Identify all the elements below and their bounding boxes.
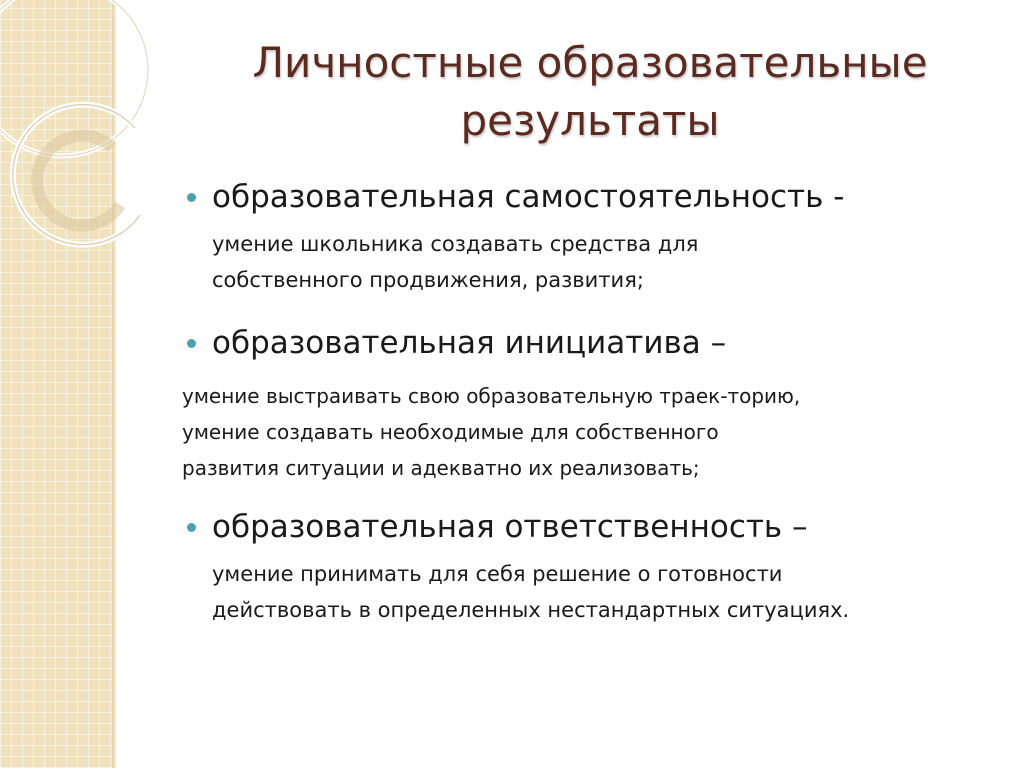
description-line: развития ситуации и адекватно их реализовать; [182,456,700,480]
bullet-dot-icon [187,339,196,348]
description-line: умение создавать необходимые для собственного [182,420,719,444]
bullet-dot-icon [187,193,196,202]
bullet-dot-icon [187,523,196,532]
description-line: умение выстраивать свою образовательную траек-торию, [182,384,801,408]
title-line-2: результаты [460,96,720,145]
bullet-term: образовательная инициатива – [212,325,727,361]
description-line: умение принимать для себя решение о готовности [212,562,783,586]
bullet-description-independence [212,226,698,298]
description-line: собственного продвижения, развития; [212,268,644,292]
bullet-term: образовательная самостоятельность - [212,179,845,215]
bullet-term: образовательная ответственность – [212,509,808,545]
bullet-description-responsibility [212,556,849,628]
slide-title [210,34,970,150]
bullet-description-initiative [182,378,800,486]
decorative-rings [0,0,160,260]
title-line-1: Личностные образовательные [252,38,928,87]
description-line: умение школьника создавать средства для [212,232,699,256]
description-line: действовать в определенных нестандартных ситуациях. [212,598,850,622]
